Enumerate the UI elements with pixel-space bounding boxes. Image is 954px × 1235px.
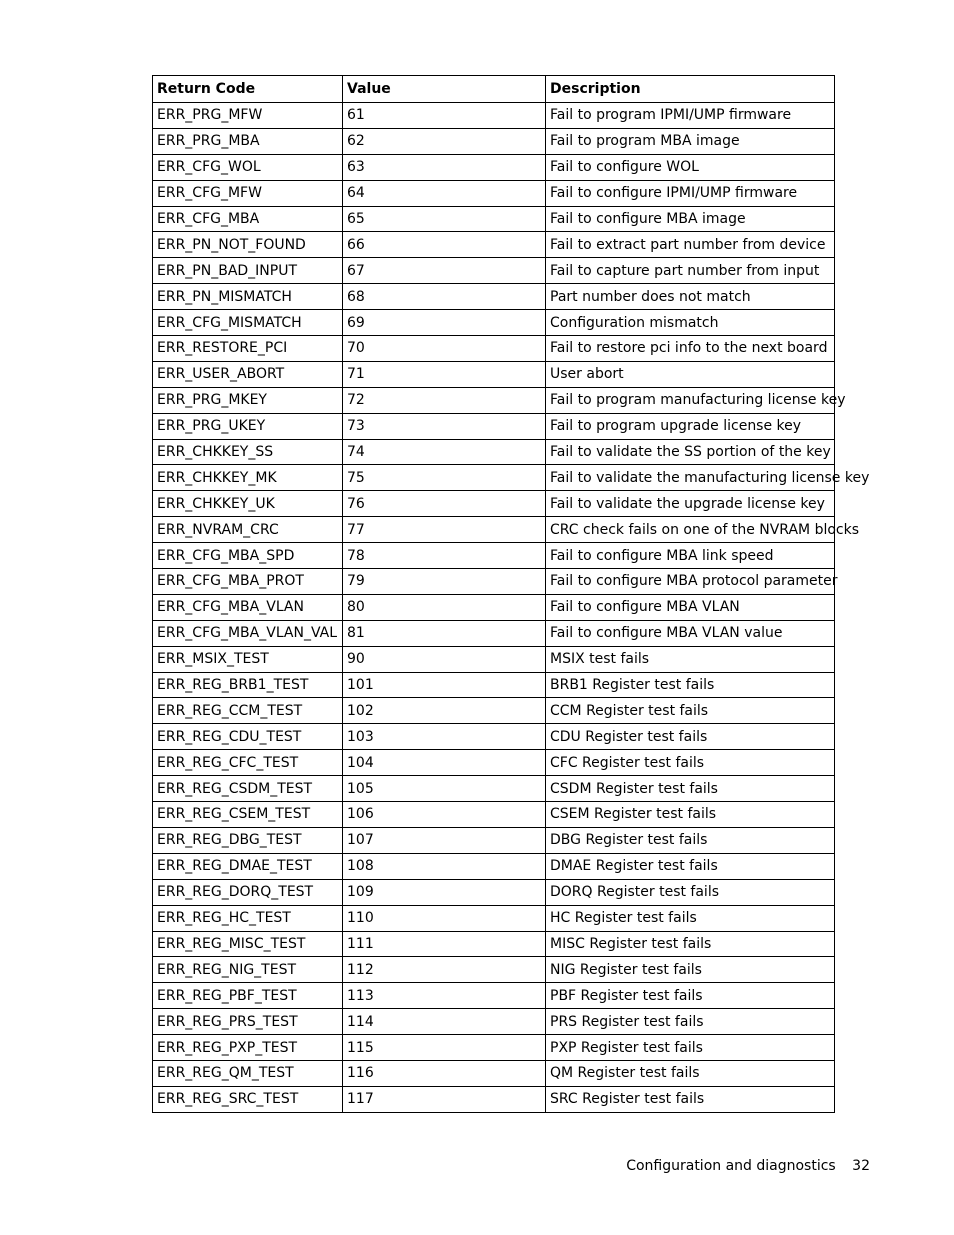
header-return-code: Return Code [153,76,343,103]
cell-description: Fail to program MBA image [546,128,835,154]
cell-value: 102 [343,698,546,724]
cell-value: 90 [343,646,546,672]
cell-description: Fail to configure MBA protocol parameter [546,569,835,595]
cell-value: 70 [343,336,546,362]
cell-return-code: ERR_REG_BRB1_TEST [153,672,343,698]
cell-value: 81 [343,620,546,646]
cell-description: CSDM Register test fails [546,776,835,802]
cell-description: CSEM Register test fails [546,802,835,828]
cell-description: Part number does not match [546,284,835,310]
cell-return-code: ERR_REG_CSEM_TEST [153,802,343,828]
cell-return-code: ERR_NVRAM_CRC [153,517,343,543]
table-row [153,931,835,957]
cell-return-code: ERR_REG_PXP_TEST [153,1035,343,1061]
table-row [153,802,835,828]
cell-return-code: ERR_REG_NIG_TEST [153,957,343,983]
cell-return-code: ERR_PRG_MFW [153,103,343,129]
cell-description: DBG Register test fails [546,827,835,853]
cell-return-code: ERR_PRG_MBA [153,128,343,154]
cell-value: 66 [343,232,546,258]
table-row [153,387,835,413]
cell-value: 61 [343,103,546,129]
cell-description: MSIX test fails [546,646,835,672]
cell-return-code: ERR_REG_MISC_TEST [153,931,343,957]
table-row [153,879,835,905]
cell-return-code: ERR_PN_MISMATCH [153,284,343,310]
cell-return-code: ERR_USER_ABORT [153,361,343,387]
table-row [153,853,835,879]
table-row [153,180,835,206]
cell-return-code: ERR_REG_PRS_TEST [153,1009,343,1035]
cell-description: Fail to configure MBA VLAN value [546,620,835,646]
cell-value: 78 [343,543,546,569]
cell-value: 77 [343,517,546,543]
table-row [153,905,835,931]
cell-description: CDU Register test fails [546,724,835,750]
cell-return-code: ERR_CFG_MISMATCH [153,310,343,336]
table-row [153,413,835,439]
cell-value: 79 [343,569,546,595]
cell-description: Configuration mismatch [546,310,835,336]
cell-value: 104 [343,750,546,776]
cell-value: 69 [343,310,546,336]
cell-description: BRB1 Register test fails [546,672,835,698]
cell-description: Fail to program upgrade license key [546,413,835,439]
cell-return-code: ERR_REG_CFC_TEST [153,750,343,776]
cell-return-code: ERR_CFG_WOL [153,154,343,180]
cell-value: 117 [343,1086,546,1112]
cell-description: PBF Register test fails [546,983,835,1009]
cell-return-code: ERR_CFG_MBA_SPD [153,543,343,569]
cell-description: PXP Register test fails [546,1035,835,1061]
cell-value: 76 [343,491,546,517]
cell-description: PRS Register test fails [546,1009,835,1035]
cell-value: 75 [343,465,546,491]
table-row [153,620,835,646]
cell-description: CCM Register test fails [546,698,835,724]
table-row [153,1035,835,1061]
cell-return-code: ERR_CFG_MBA_PROT [153,569,343,595]
cell-value: 114 [343,1009,546,1035]
cell-description: QM Register test fails [546,1060,835,1086]
header-description: Description [546,76,835,103]
table-row [153,827,835,853]
header-value: Value [343,76,546,103]
cell-value: 67 [343,258,546,284]
table-row [153,206,835,232]
cell-description: Fail to validate the SS portion of the key [546,439,835,465]
table-row [153,361,835,387]
cell-value: 71 [343,361,546,387]
cell-return-code: ERR_PRG_MKEY [153,387,343,413]
cell-value: 115 [343,1035,546,1061]
cell-return-code: ERR_CFG_MFW [153,180,343,206]
table-body [153,103,870,1113]
cell-description: Fail to restore pci info to the next board [546,336,835,362]
table-row [153,1009,835,1035]
table-row [153,517,835,543]
table-row [153,698,835,724]
cell-return-code: ERR_PN_NOT_FOUND [153,232,343,258]
table-row [153,310,835,336]
table-row [153,750,835,776]
cell-description: CRC check fails on one of the NVRAM blocks [546,517,835,543]
table-row [153,1086,835,1112]
cell-description: Fail to configure MBA link speed [546,543,835,569]
cell-description: CFC Register test fails [546,750,835,776]
cell-return-code: ERR_REG_CDU_TEST [153,724,343,750]
cell-value: 64 [343,180,546,206]
cell-value: 116 [343,1060,546,1086]
cell-description: SRC Register test fails [546,1086,835,1112]
table-row [153,258,835,284]
cell-description: MISC Register test fails [546,931,835,957]
page-footer [626,1158,870,1174]
table-row [153,957,835,983]
table-row [153,439,835,465]
cell-description: Fail to configure WOL [546,154,835,180]
cell-description: DORQ Register test fails [546,879,835,905]
table-row [153,724,835,750]
table-row [153,543,835,569]
cell-description: Fail to capture part number from input [546,258,835,284]
cell-return-code: ERR_REG_CSDM_TEST [153,776,343,802]
cell-value: 65 [343,206,546,232]
table-row [153,465,835,491]
table-row [153,284,835,310]
cell-return-code: ERR_PN_BAD_INPUT [153,258,343,284]
cell-description: Fail to extract part number from device [546,232,835,258]
cell-return-code: ERR_RESTORE_PCI [153,336,343,362]
table-row [153,983,835,1009]
cell-value: 68 [343,284,546,310]
cell-description: Fail to program IPMI/UMP firmware [546,103,835,129]
cell-value: 111 [343,931,546,957]
cell-value: 72 [343,387,546,413]
cell-return-code: ERR_MSIX_TEST [153,646,343,672]
cell-description: HC Register test fails [546,905,835,931]
cell-description: User abort [546,361,835,387]
cell-return-code: ERR_REG_DORQ_TEST [153,879,343,905]
cell-return-code: ERR_CFG_MBA [153,206,343,232]
cell-return-code: ERR_CHKKEY_MK [153,465,343,491]
cell-return-code: ERR_REG_QM_TEST [153,1060,343,1086]
cell-value: 73 [343,413,546,439]
cell-value: 109 [343,879,546,905]
cell-value: 103 [343,724,546,750]
table-row [153,594,835,620]
table-row [153,491,835,517]
cell-description: Fail to validate the upgrade license key [546,491,835,517]
cell-value: 80 [343,594,546,620]
cell-return-code: ERR_CHKKEY_SS [153,439,343,465]
cell-return-code: ERR_CFG_MBA_VLAN [153,594,343,620]
table-row [153,672,835,698]
table-row [153,232,835,258]
cell-description: Fail to configure MBA image [546,206,835,232]
cell-return-code: ERR_REG_DBG_TEST [153,827,343,853]
cell-value: 107 [343,827,546,853]
table-row [153,1060,835,1086]
footer-section-title: Configuration and diagnostics [626,1158,836,1174]
cell-value: 74 [343,439,546,465]
return-codes-table [152,75,870,1113]
cell-description: DMAE Register test fails [546,853,835,879]
table-row [153,154,835,180]
cell-value: 108 [343,853,546,879]
cell-value: 112 [343,957,546,983]
page-number: 32 [852,1158,870,1174]
cell-return-code: ERR_REG_HC_TEST [153,905,343,931]
cell-return-code: ERR_CHKKEY_UK [153,491,343,517]
cell-value: 106 [343,802,546,828]
cell-description: Fail to configure MBA VLAN [546,594,835,620]
cell-value: 101 [343,672,546,698]
cell-return-code: ERR_REG_SRC_TEST [153,1086,343,1112]
cell-return-code: ERR_PRG_UKEY [153,413,343,439]
table-row [153,776,835,802]
cell-return-code: ERR_REG_CCM_TEST [153,698,343,724]
cell-return-code: ERR_CFG_MBA_VLAN_VAL [153,620,343,646]
table-row [153,336,835,362]
table-row [153,128,835,154]
cell-value: 63 [343,154,546,180]
cell-return-code: ERR_REG_DMAE_TEST [153,853,343,879]
cell-value: 110 [343,905,546,931]
cell-value: 113 [343,983,546,1009]
cell-return-code: ERR_REG_PBF_TEST [153,983,343,1009]
table-row [153,569,835,595]
table-row [153,103,835,129]
table-row [153,646,835,672]
cell-value: 62 [343,128,546,154]
cell-description: Fail to program manufacturing license key [546,387,835,413]
table-header-row [153,76,835,103]
cell-description: NIG Register test fails [546,957,835,983]
cell-description: Fail to configure IPMI/UMP firmware [546,180,835,206]
cell-description: Fail to validate the manufacturing license key [546,465,835,491]
cell-value: 105 [343,776,546,802]
